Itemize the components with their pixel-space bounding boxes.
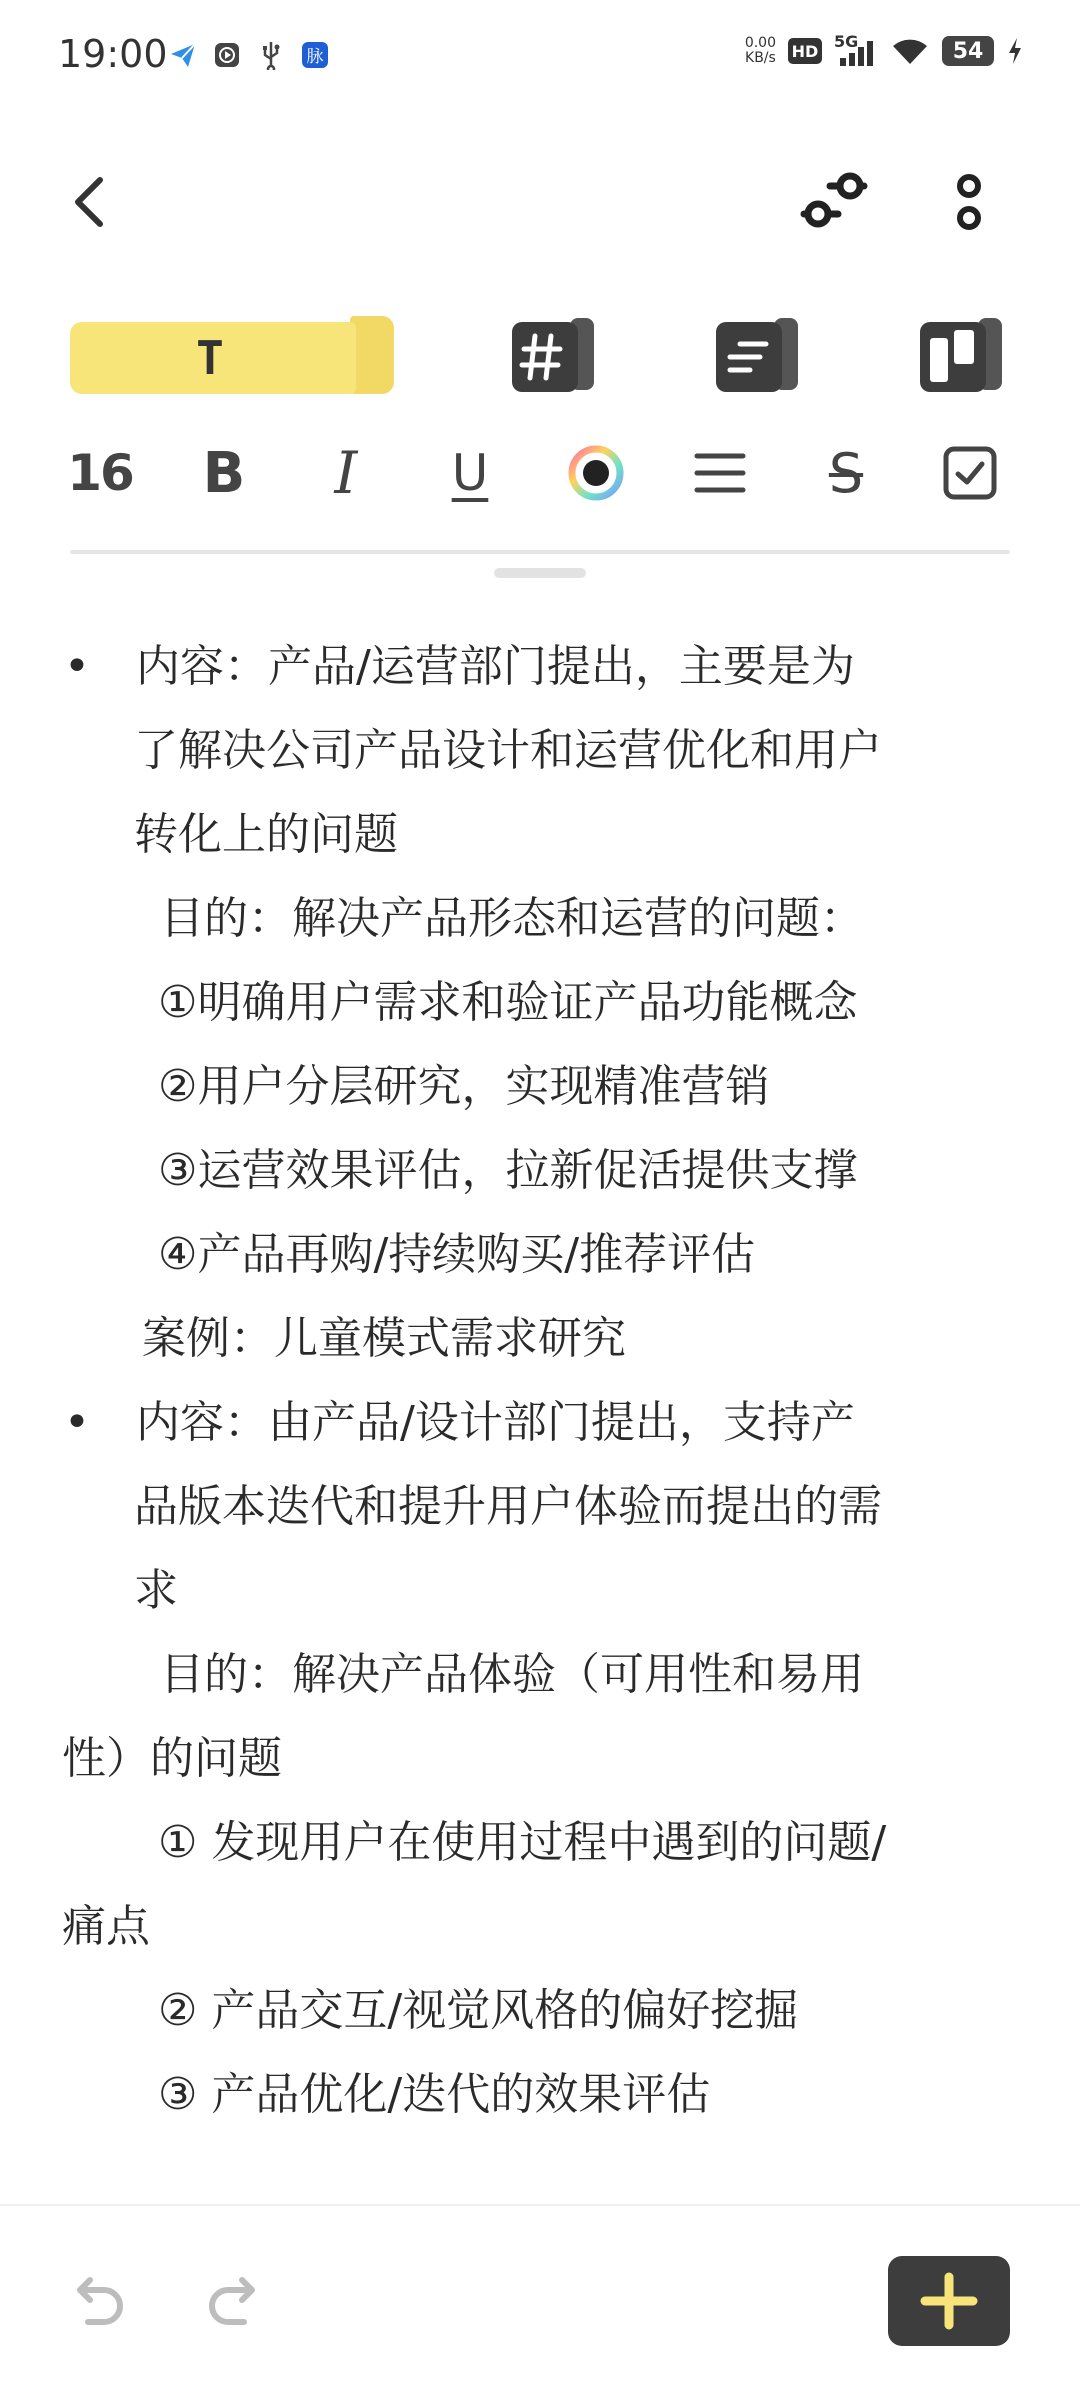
content-line-2: 了解决公司产品设计和运营优化和用户 [134, 725, 882, 776]
tab-list-style[interactable] [714, 316, 800, 394]
speed-value: 0.00 [744, 35, 776, 51]
content-line-11: 品版本迭代和提升用户体验而提出的需 [134, 1481, 882, 1532]
content-line-9: 案例：儿童模式需求研究 [142, 1313, 626, 1364]
play-icon [212, 40, 242, 70]
content-line-6: ②用户分层研究，实现精准营销 [158, 1061, 770, 1112]
back-button[interactable] [62, 172, 122, 232]
content-line-3: 转化上的问题 [134, 809, 398, 860]
color-wheel-icon [568, 445, 624, 501]
redo-icon [202, 2268, 268, 2334]
status-bar [0, 0, 1080, 115]
undo-button[interactable] [64, 2268, 130, 2334]
editor-mode-tabs [0, 310, 1080, 400]
drag-handle[interactable] [494, 568, 586, 578]
signal-icon [834, 32, 878, 66]
bottom-divider [0, 2204, 1080, 2206]
battery-icon [942, 36, 994, 66]
tab-paragraph-style[interactable] [510, 316, 596, 394]
align-justify-icon [692, 448, 748, 498]
italic-button[interactable]: I [334, 439, 358, 507]
network-type: 5G [834, 32, 859, 51]
tab-text-side [350, 316, 394, 394]
content-line-16: 痛点 [62, 1901, 150, 1952]
content-line-12: 求 [134, 1565, 178, 1616]
content-line-7: ③运营效果评估，拉新促活提供支撑 [158, 1145, 858, 1196]
format-toolbar [0, 430, 1080, 520]
content-line-15: ① 发现用户在使用过程中遇到的问题/ [158, 1817, 887, 1868]
more-options-button[interactable] [944, 168, 994, 238]
checklist-button[interactable] [930, 430, 1010, 516]
usb-icon [256, 40, 286, 70]
bold-button[interactable]: B [202, 440, 246, 506]
content-line-5: ①明确用户需求和验证产品功能概念 [158, 977, 858, 1028]
network-speed [745, 36, 776, 66]
sliders-icon [796, 168, 872, 238]
toolbar-divider [70, 550, 1010, 554]
status-time: 19:00 [58, 32, 168, 76]
content-line-18: ③ 产品优化/迭代的效果评估 [158, 2069, 711, 2120]
text-color-button[interactable] [556, 430, 636, 516]
undo-icon [64, 2268, 130, 2334]
maimai-app-icon [300, 40, 330, 70]
charging-icon [1006, 36, 1024, 66]
font-size-button[interactable]: 16 [67, 444, 133, 502]
align-button[interactable] [680, 430, 760, 516]
settings-sliders-button[interactable] [796, 168, 872, 238]
content-line-13: 目的：解决产品体验（可用性和易用 [160, 1649, 864, 1700]
plus-icon [919, 2271, 979, 2331]
status-notification-icons [168, 40, 330, 70]
checkbox-icon [942, 445, 998, 501]
hashtag-block-icon [510, 316, 596, 394]
lines-block-icon [714, 316, 800, 394]
tab-layout-style[interactable] [918, 316, 1004, 394]
app-badge-text: 脉 [306, 47, 324, 67]
wifi-icon [890, 36, 930, 66]
layout-block-icon [918, 316, 1004, 394]
bullet-2: • [64, 1397, 90, 1448]
strikethrough-button[interactable]: S [828, 441, 864, 505]
content-line-8: ④产品再购/持续购买/推荐评估 [158, 1229, 756, 1280]
content-line-14: 性）的问题 [62, 1733, 282, 1784]
bullet-1: • [64, 641, 90, 692]
chevron-left-icon [62, 172, 122, 232]
text-format-icon: T [196, 331, 224, 385]
tab-text-format[interactable] [70, 316, 394, 398]
content-line-4: 目的：解决产品形态和运营的问题： [160, 893, 864, 944]
hd-badge: HD [788, 38, 822, 64]
more-vertical-icon [944, 168, 994, 238]
content-line-10: 内容：由产品/设计部门提出，支持产 [136, 1397, 855, 1448]
speed-unit: KB/s [745, 50, 776, 66]
status-system-icons [744, 32, 1024, 66]
battery-level: 54 [952, 38, 984, 64]
editor-header [0, 150, 1080, 260]
content-line-17: ② 产品交互/视觉风格的偏好挖掘 [158, 1985, 799, 2036]
send-icon [168, 40, 198, 70]
content-line-1: 内容：产品/运营部门提出，主要是为 [136, 641, 855, 692]
redo-button[interactable] [202, 2268, 268, 2334]
add-button[interactable] [888, 2256, 1010, 2346]
underline-button[interactable]: U [451, 444, 489, 502]
